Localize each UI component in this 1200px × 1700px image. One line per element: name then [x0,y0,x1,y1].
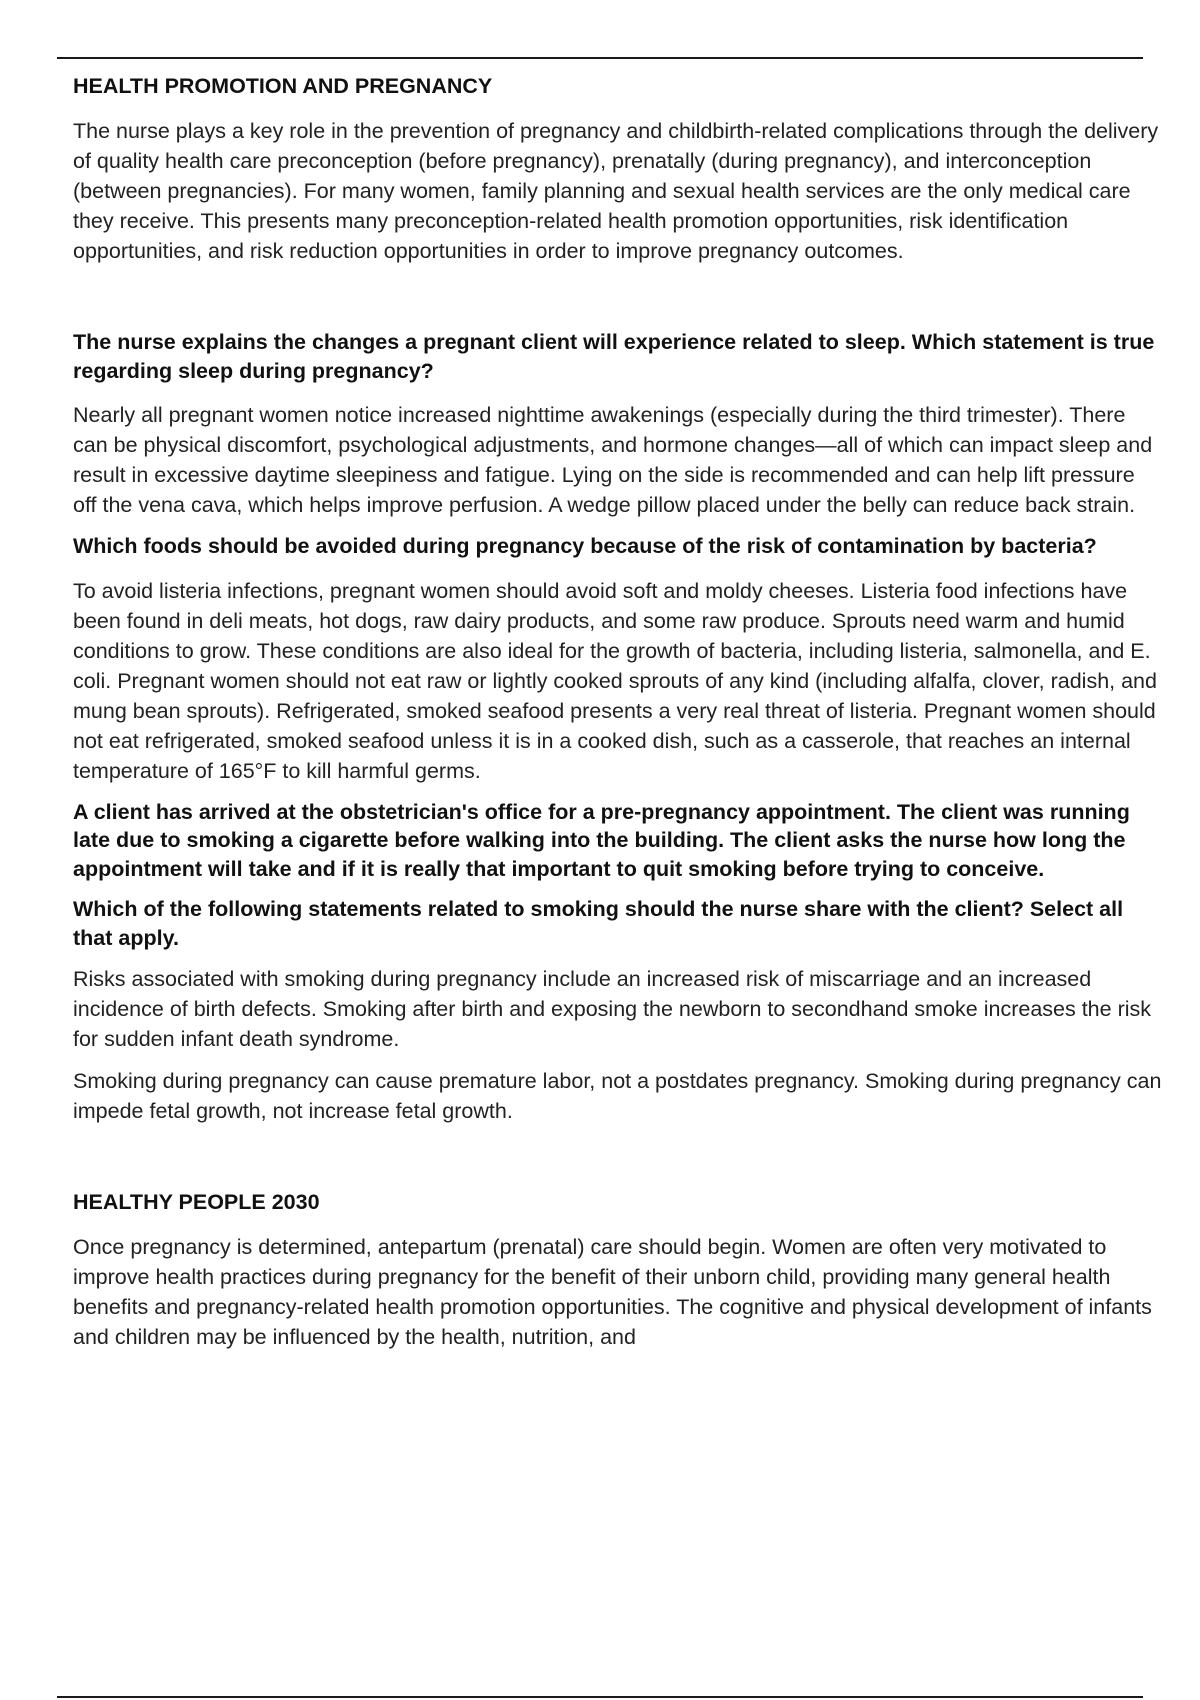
question-smoking: Which of the following statements related to smoking should the nurse share with the client? Select all that apply. [73,897,1124,950]
document-body [73,72,1163,1352]
answer-smoking-risks: Risks associated with smoking during pregnancy include an increased risk of miscarriage and an increased incidence of birth defects. Smoking after birth and exposing the newborn to secondhand smoke increases the risk for sudden infant death syndrome. [73,967,1152,1051]
answer-foods: To avoid listeria infections, pregnant women should avoid soft and moldy cheeses. Listeria food infections have been found in deli meats, hot dogs, raw dairy products, and some raw produce. Sprouts need warm and humid conditions to grow. These conditions are also ideal for the growth of bacteria, including listeria, salmonella, and E. coli. Pregnant women should not eat raw or lightly cooked sprouts of any kind (including alfalfa, clover, radish, and mung bean sprouts). Refrigerated, smoked seafood presents a very real threat of listeria. Pregnant women should not eat refrigerated, smoked seafood unless it is in a cooked dish, such as a casserole, that reaches an internal temperature of 165°F to kill harmful germs. [73,578,1157,783]
answer-sleep: Nearly all pregnant women notice increased nighttime awakenings (especially during the third trimester). There can be physical discomfort, psychological adjustments, and hormone changes—all of which can impact sleep and result in excessive daytime sleepiness and fatigue. Lying on the side is recommended and can help lift pressure off the vena cava, which helps improve perfusion. A wedge pillow placed under the belly can reduce back strain. [73,403,1153,517]
question-sleep: The nurse explains the changes a pregnant client will experience related to sleep. Which statement is true regarding sleep during pregnancy? [73,330,1155,383]
section-heading-health-promotion: HEALTH PROMOTION AND PREGNANCY [73,74,493,98]
section-heading-healthy-people: HEALTHY PEOPLE 2030 [73,1190,320,1214]
prenatal-care-paragraph: Once pregnancy is determined, antepartum (prenatal) care should begin. Women are often very motivated to improve health practices during pregnancy for the benefit of their unborn child, providing many general health benefits and pregnancy-related health promotion opportunities. The cognitive and physical development of infants and children may be influenced by the health, nutrition, and [73,1235,1152,1349]
question-foods: Which foods should be avoided during pregnancy because of the risk of contamination by bacteria? [73,534,1097,558]
smoking-scenario: A client has arrived at the obstetrician's office for a pre-pregnancy appointment. The client was running late due to smoking a cigarette before walking into the building. The client asks the nurse how long the appointment will take and if it is really that important to quit smoking before trying to conceive. [73,799,1130,881]
top-divider [57,57,1143,59]
bottom-divider [57,1696,1143,1698]
answer-smoking-labor: Smoking during pregnancy can cause premature labor, not a postdates pregnancy. Smoking during pregnancy can impede fetal growth, not increase fetal growth. [73,1069,1162,1123]
intro-paragraph: The nurse plays a key role in the prevention of pregnancy and childbirth-related complications through the delivery of quality health care preconception (before pregnancy), prenatally (during pregnancy), and interconception (between pregnancies). For many women, family planning and sexual health services are the only medical care they receive. This presents many preconception-related health promotion opportunities, risk identification opportunities, and risk reduction opportunities in order to improve pregnancy outcomes. [73,119,1159,263]
